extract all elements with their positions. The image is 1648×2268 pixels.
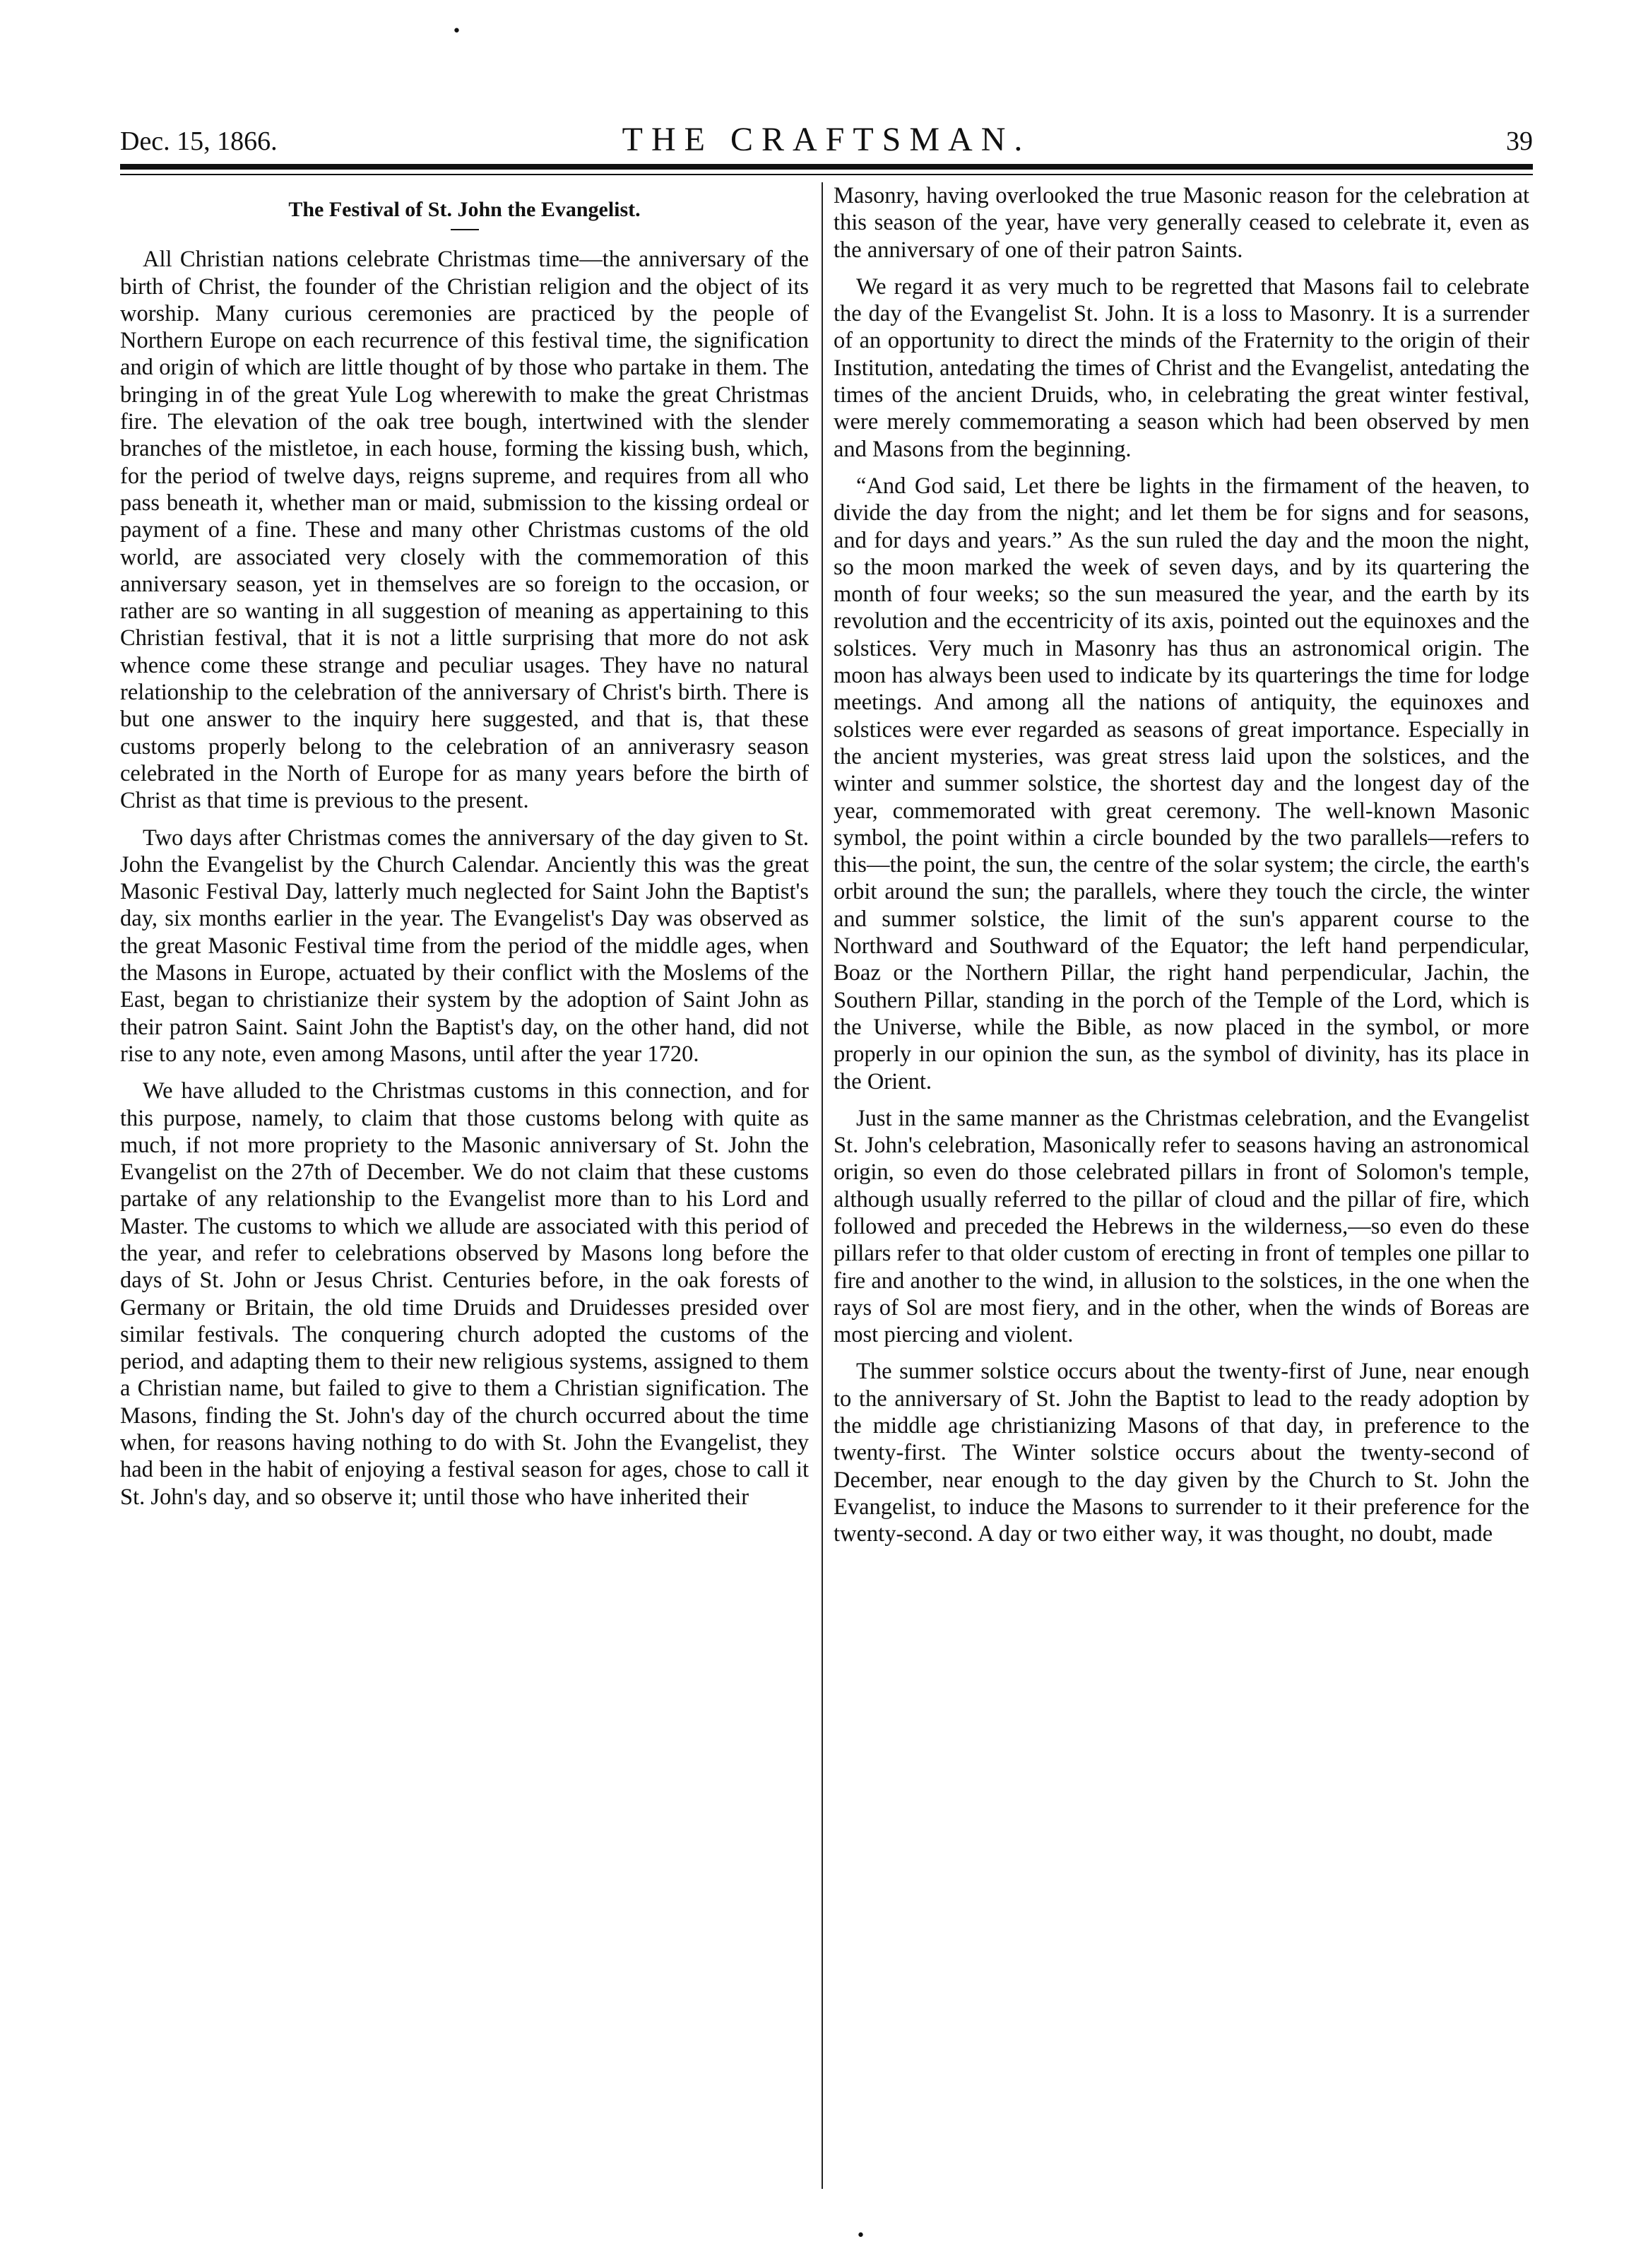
header-rule-thin bbox=[120, 174, 1533, 175]
paragraph: Two days after Christmas comes the anniversary of the day given to St. John the Evangelist by the Church Calendar. Anciently this was the great Masonic Festival Day, latterly much neglected for Saint John the Baptist's day, six months earlier in the year. The Evangelist's Day was observed as the great Masonic Festival time from the period of the middle ages, when the Masons in Europe, actuated by their conflict with the Moslems of the East, began to christianize their system by the adoption of Saint John as their patron Saint. Saint John the Baptist's day, on the other hand, did not rise to any note, even among Masons, until after the year 1720. bbox=[120, 825, 809, 1067]
print-mark-top: • bbox=[452, 23, 461, 40]
column-divider bbox=[822, 182, 823, 2189]
right-column bbox=[834, 182, 1529, 1558]
title-dash-divider bbox=[451, 229, 479, 230]
left-column bbox=[120, 182, 809, 1520]
header-rule-thick bbox=[120, 164, 1533, 170]
paragraph: “And God said, Let there be lights in the firmament of the heaven, to divide the day from the night; and let them be for signs and for seasons, and for days and years.” As the sun ruled the day and the moon the night, so the moon marked the week of seven days, and by its quartering the month of four weeks; so the sun measured the year, and the earth by its revolution and the eccentricity of its axis, pointed out the equinoxes and the solstices. Very much in Masonry has thus an astronomical origin. The moon has always been used to indicate by its quarterings the time for lodge meetings. And among all the nations of antiquity, the equinoxes and solstices were ever regarded as seasons of great importance. Especially in the ancient mysteries, was great stress laid upon the solstices, and the winter and summer solstice, the shortest day and the longest day of the year, commemorated with great ceremony. The well-known Masonic symbol, the point within a circle bounded by the two parallels—refers to this—the point, the sun, the centre of the solar system; the circle, the earth's orbit around the sun; the parallels, where they touch the circle, the winter and summer solstice, the limit of the sun's apparent course to the Northward and Southward of the Equator; the left hand perpendicular, Boaz or the Northern Pillar, the right hand perpendicular, Jachin, the Southern Pillar, standing in the porch of the Temple of the Lord, which is the Universe, while the Bible, as now placed in the symbol, or more properly in our opinion the sun, as the symbol of divinity, has its place in the Orient. bbox=[834, 473, 1529, 1094]
page-number: 39 bbox=[1506, 126, 1533, 156]
paragraph: All Christian nations celebrate Christmas time—the anniversary of the birth of Christ, the founder of the Christian religion and the object of its worship. Many curious ceremonies are practiced by the people of Northern Europe on each recurrence of this festival time, the signification and origin of which are little thought of by those who partake in them. The bringing in of the great Yule Log wherewith to make the great Christmas fire. The elevation of the oak tree bough, intertwined with the slender branches of the mistletoe, in each house, forming the kissing bush, which, for the period of twelve days, reigns supreme, and requires from all who pass beneath it, whether man or maid, submission to the kissing ordeal or payment of a fine. These and many other Christmas customs of the old world, are associated very closely with the commemoration of this anniversary season, yet in themselves are so foreign to the occasion, or rather are so wanting in all suggestion of meaning as appertaining to this Christian festival, that it is not a little surprising that more do not ask whence come these strange and peculiar usages. They have no natural relationship to the celebration of the anniversary of Christ's birth. There is but one answer to the inquiry here suggested, and that is, that these customs properly belong to the celebration of an anniverasry season celebrated in the North of Europe for as many years before the birth of Christ as that time is previous to the present. bbox=[120, 247, 809, 814]
page-header bbox=[120, 113, 1533, 170]
issue-date: Dec. 15, 1866. bbox=[120, 126, 278, 156]
paragraph: The summer solstice occurs about the twenty-first of June, near enough to the anniversary of St. John the Baptist to lead to the ready adoption by the middle age christianizing Masons of that day, in preference to the twenty-first. The Winter solstice occurs about the twenty-second of December, near enough to the day given by the Church to St. John the Evangelist, to induce the Masons to surrender to it their preference for the twenty-second. A day or two either way, it was thought, no doubt, made bbox=[834, 1359, 1529, 1547]
paragraph: We regard it as very much to be regretted that Masons fail to celebrate the day of the Evangelist St. John. It is a loss to Masonry. It is a surrender of an opportunity to direct the minds of the Fraternity to the origin of their Institution, antedating the times of Christ and the Evangelist, antedating the times of the ancient Druids, who, in celebrating the great winter festival, were merely commemorating a season which had been observed by men and Masons from the beginning. bbox=[834, 273, 1529, 462]
journal-title: THE CRAFTSMAN. bbox=[622, 121, 1031, 158]
paragraph: We have alluded to the Christmas customs in this connection, and for this purpose, namely, to claim that those customs belong with quite as much, if not more propriety to the Masonic anniversary of St. John the Evangelist on the 27th of December. We do not claim that these customs partake of any relationship to the Evangelist more than to his Lord and Master. The customs to which we allude are associated with this period of the year, and refer to celebrations observed by Masons long before the days of St. John or Jesus Christ. Centuries before, in the oak forests of Germany or Britain, the old time Druids and Druidesses presided over similar festivals. The conquering church adopted the customs of the period, and adapting them to their new religious systems, assigned to them a Christian name, but failed to give to them a Christian signification. The Masons, finding the St. John's day of the church occurred about the time when, for reasons having nothing to do with St. John the Evangelist, they had been in the habit of enjoying a festival season for ages, chose to call it St. John's day, and so observe it; until those who have inherited their bbox=[120, 1078, 809, 1510]
paragraph: Masonry, having overlooked the true Masonic reason for the celebration at this season of the year, have very generally ceased to celebrate it, even as the anniversary of one of their patron Saints. bbox=[834, 183, 1529, 263]
article-title: The Festival of St. John the Evangelist. bbox=[288, 198, 641, 221]
paragraph: Just in the same manner as the Christmas celebration, and the Evangelist St. John's celebration, Masonically refer to seasons having an astronomical origin, so even do those celebrated pillars in front of Solomon's temple, although usually referred to the pillar of cloud and the pillar of fire, which followed and preceded the Hebrews in the wilderness,—so even do these pillars refer to that older custom of erecting in front of temples one pillar to fire and another to the wind, in allusion to the solstices, in the one when the rays of Sol are most fiery, and in the other, when the winds of Boreas are most piercing and violent. bbox=[834, 1105, 1529, 1348]
print-mark-bottom: • bbox=[856, 2227, 865, 2245]
newspaper-page bbox=[120, 85, 1533, 2204]
